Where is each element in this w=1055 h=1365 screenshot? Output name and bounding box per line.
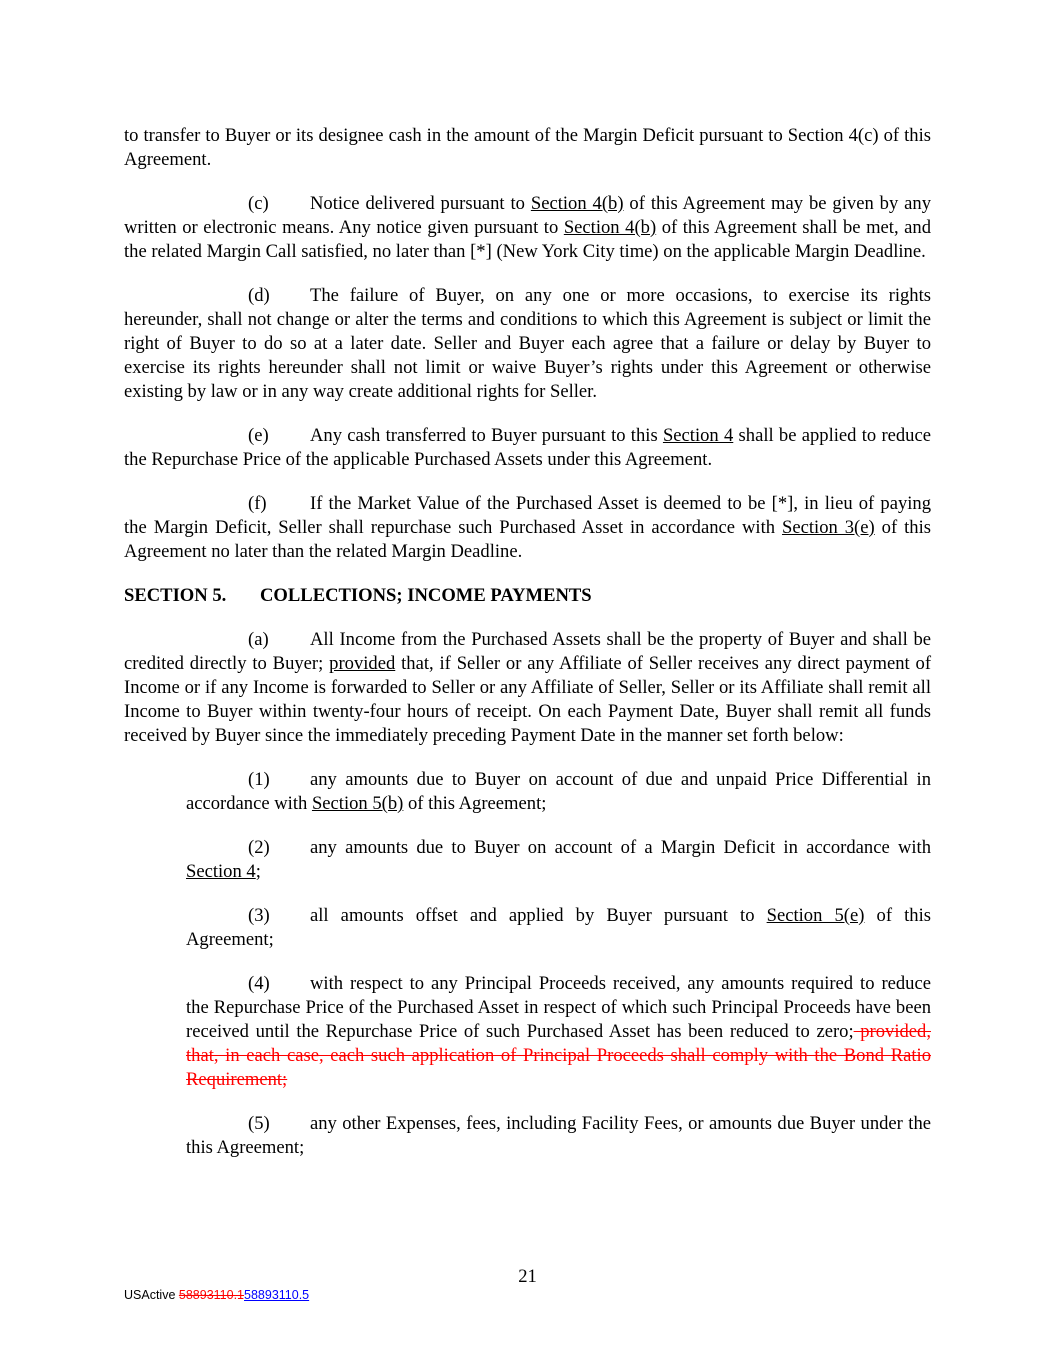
paragraph-5a: (a) All Income from the Purchased Assets shall be the property of Buyer and shall be credited directly to Buyer; provided that, if Seller or any Affiliate of Seller receives any direct payment of Income or if any Income is forwarded to Seller or any Affiliate of Seller, Seller or its Affiliate shall remit all Income to Buyer within twenty-four hours of receipt. On each Payment Date, Buyer shall remit all funds received by Buyer since the immediately preceding Payment Date in the manner set forth below: [124, 629, 932, 746]
paragraph-label: (f) [248, 493, 267, 514]
paragraph-4c: (c) Notice delivered pursuant to Section 4(b) of this Agreement may be given by any written or electronic means. Any notice given pursuant to Section 4(b) of this Agreement shall be met, and the related Margin Call satisfied, no later than [*] (New York City time) on the applicable Margin Deadline. [124, 193, 931, 262]
paragraph-intro: to transfer to Buyer or its designee cash in the amount of the Margin Deficit pursuant to Section 4(c) of this Agreement. [124, 125, 931, 170]
item-label: (2) [248, 837, 270, 858]
document-page [124, 124, 931, 1180]
item-label: (1) [248, 769, 270, 790]
section-reference: Section 4 [662, 425, 734, 446]
list-item-1: (1) any amounts due to Buyer on account of due and unpaid Price Differential in accordance with Section 5(b) of this Agreement; [186, 769, 931, 814]
document-id-prefix: USActive [124, 1288, 179, 1302]
section-reference: Section 3(e) [782, 517, 875, 538]
page-number: 21 [518, 1266, 537, 1287]
deleted-text: provided, that, in each case, each such application of Principal Proceeds shall comply with the Bond Ratio Requirement; [186, 1021, 931, 1090]
paragraph-4e: (e) Any cash transferred to Buyer pursuant to this Section 4 shall be applied to reduce the Repurchase Price of the applicable Purchased Assets under this Agreement. [124, 425, 931, 470]
section-reference: Section 4 [186, 861, 256, 882]
item-label: (5) [248, 1113, 270, 1134]
section-reference: Section 4(b) [563, 217, 657, 238]
list-item-2: (2) any amounts due to Buyer on account of a Margin Deficit in accordance with Section 4; [186, 837, 931, 882]
list-item-5: (5) any other Expenses, fees, including Facility Fees, or amounts due Buyer under the this Agreement; [186, 1113, 931, 1158]
paragraph-4f: (f) If the Market Value of the Purchased Asset is deemed to be [*], in lieu of paying the Margin Deficit, Seller shall repurchase such Purchased Asset in accordance with Section 3(e) of this Agreement no later than the related Margin Deadline. [124, 493, 932, 562]
section-reference: Section 5(e) [766, 905, 865, 926]
paragraph-4d: (d) The failure of Buyer, on any one or more occasions, to exercise its rights hereunder, shall not change or alter the terms and conditions to which this Agreement is subject or limit the right of Buyer to do so at a later date. Seller and Buyer each agree that a failure or delay by Buyer to exercise its rights hereunder shall not limit or waive Buyer’s rights under this Agreement or otherwise existing by law or in any way create additional rights for Seller. [124, 285, 931, 402]
list-item-3: (3) all amounts offset and applied by Buyer pursuant to Section 5(e) of this Agreement; [186, 905, 931, 950]
document-id-inserted: 58893110.5 [244, 1288, 310, 1302]
paragraph-label: (d) [248, 285, 270, 306]
paragraph-label: (a) [248, 629, 269, 650]
paragraph-label: (e) [248, 425, 269, 446]
section-reference: Section 5(b) [311, 793, 404, 814]
item-label: (4) [248, 973, 270, 994]
section-number: SECTION 5. [124, 585, 227, 606]
section-reference: Section 4(b) [530, 193, 624, 214]
list-item-4: (4) with respect to any Principal Proceeds received, any amounts required to reduce the Repurchase Price of the Purchased Asset in respect of which such Principal Proceeds have been received until the Repurchase Price of such Purchased Asset has been reduced to zero; provided, that, in each case, each such application of Principal Proceeds shall comply with the Bond Ratio Requirement; [186, 973, 931, 1090]
defined-term-provided: provided [329, 653, 396, 674]
section-heading [124, 584, 931, 608]
document-id [124, 1288, 309, 1302]
section-title: COLLECTIONS; INCOME PAYMENTS [260, 585, 592, 606]
paragraph-label: (c) [248, 193, 269, 214]
document-id-deleted: 58893110.1 [178, 1288, 245, 1302]
item-label: (3) [248, 905, 270, 926]
